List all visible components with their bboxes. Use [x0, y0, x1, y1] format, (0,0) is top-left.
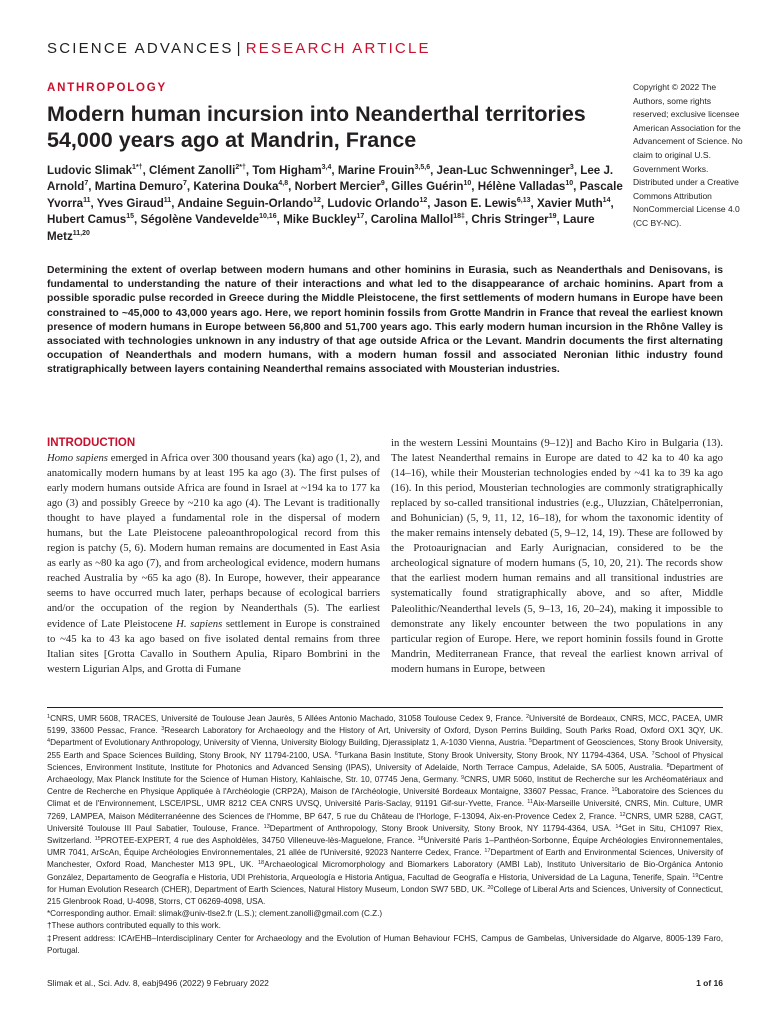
- author-entry: [193, 180, 288, 193]
- author-affiliation-marker: 19: [548, 213, 557, 221]
- author-name: Yves Giraud: [96, 196, 164, 210]
- affiliation-text: Aix-Marseille Université, CNRS, Min. Culture, UMR 7269, LAMPEA, Maison Méditerranéenne des Sciences de l'Homme, BP 647, 5 rue du Château de l'Horloge, F-13094, Aix-en-Provence Cedex 2, France.: [47, 799, 723, 821]
- author-list: Ludovic Slimak$^{1*\dagger}$, Clément Zanolli$^{2*\dagger}$, Tom Higham$^{3,4}$, Marine Frouin$^{3,5,6}$, Jean-Luc Schwenninger$^3$, Lee J. Arnold$^7$, Martina Demuro$^7$, Katerina Douka$^{4,8}$, Norbert Mercier$^9$, Gilles Guérin$^{10}$, Hélène Valladas$^{10}$, Pascale Yvorra$^{11}$, Yves Giraud$^{11}$, Andaine Seguin-Orlando$^{12}$, Ludovic Orlando$^{12}$, Jason E. Lewis$^{6,13}$, Xavier Muth$^{14}$, Hubert Camus$^{15}$, Ségolène Vandevelde$^{10,16}$, Mike Buckley$^{17}$, Carolina Mallol$^{18\ddagger}$, Chris Stringer$^{19}$, Laure Metz$^{11,20}$: [47, 164, 623, 243]
- author-affiliation-marker: 12: [313, 196, 321, 204]
- affiliation-text: School of Physical Sciences, Environment Institute, Institute for Photonics and Advanced Sensing (IPAS), University of Adelaide, North Terrace Campus, Adelaide, SA 5005, Australia.: [47, 750, 724, 772]
- author-affiliation-marker: 3,4: [321, 164, 332, 171]
- affiliation-number: 16: [417, 836, 424, 843]
- author-affiliation-marker: 10,16: [259, 213, 277, 221]
- affiliation-text: Get in Situ, CH1097 Riex, Switzerland.: [47, 823, 723, 846]
- affiliation-text: Centre for Human Evolution Research (CHER), Department of Earth Sciences, Natural History Museum, London SW7 5BD, UK.: [47, 872, 723, 894]
- affiliation-number: 11: [527, 799, 534, 806]
- affiliation-text: Laboratoire des Sciences du Climat et de l'Environnement, LSCE/IPSL, UMR 8212 CEA CNRS UVSQ, Université Paris-Saclay, 91191 Gif-sur-Yvette, France.: [47, 787, 724, 809]
- affiliation-list: [47, 713, 723, 908]
- author-entry: [141, 213, 277, 226]
- author-name: Tom Higham: [252, 164, 322, 177]
- affiliation-number: 3: [161, 726, 165, 733]
- affiliation-text: Department of Evolutionary Anthropology, University of Vienna, University Biology Building, Djerassiplatz 1, A-1030 Vienna, Austria.: [50, 738, 529, 748]
- affiliation-text: Turkana Basin Institute, Stony Brook University, Stony Brook, NY 11794-4364, USA.: [337, 750, 652, 760]
- author-entry: [537, 197, 611, 210]
- affiliation-number: 18: [258, 860, 265, 867]
- author-name: Pascale Yvorra: [47, 180, 623, 210]
- author-name: Xavier Muth: [536, 196, 603, 210]
- affiliation-entry: [335, 751, 652, 760]
- page-number: 1 of 16: [696, 978, 723, 988]
- author-name: Ludovic Orlando: [327, 196, 420, 210]
- species-name: Homo sapiens: [47, 452, 108, 464]
- author-affiliation-marker: 4,8: [278, 180, 289, 188]
- affiliation-text: CNRS, UMR 5288, CAGT, Université Toulouse III Paul Sabatier, Toulouse, France.: [47, 811, 723, 833]
- affiliation-text: Université de Bordeaux, CNRS, MCC, PACEA, UMR 5199, 33600 Pessac, France.: [47, 714, 723, 736]
- body-column-left: [47, 451, 380, 677]
- affiliation-number: 20: [487, 884, 494, 891]
- affiliation-text: PROTEE-EXPERT, 4 rue des Aspholdèles, 34750 Villeneuve-lès-Maguelone, France.: [100, 836, 418, 846]
- abstract: Determining the extent of overlap between modern humans and other hominins in Eurasia, such as Neanderthals and Denisovans, is fundamental to understanding the nature of their interactions and what led to the disappearance of archaic hominins. Apart from a possible sporadic pulse recorded in Greece during the Middle Pleistocene, the first settlements of modern humans in Europe have been constrained to ~45,000 to 43,000 years ago. Here, we report hominin fossils from Grotte Mandrin in France that reveal the earliest known presence of modern humans in Europe between 56,800 and 51,700 years ago. This early modern human incursion in the Rhône Valley is associated with technologies unknown in any industry of that age outside Africa or the Levant. Mandrin documents the first alternating occupation of Neanderthals and modern humans, with a modern human fossil and associated Neronian lithic industry found stratigraphically between layers containing Neanderthal remains associated with Mousterian industries.: [47, 265, 723, 376]
- author-affiliation-marker: 14: [602, 196, 611, 204]
- author-entry: [252, 164, 331, 177]
- journal-name: SCIENCE ADVANCES: [47, 40, 234, 57]
- author-affiliation-marker: 3: [569, 164, 574, 171]
- author-affiliation-marker: 7: [182, 180, 187, 188]
- journal-header: [47, 40, 431, 57]
- affiliation-number: 12: [619, 811, 626, 818]
- present-address-note: ‡Present address: ICArEHB–Interdisciplinary Center for Archaeology and the Evolution of Human Behaviour FCHS, Campus de Gambelas, Universidade do Algarve, 8005-139 Faro, Portugal.: [47, 933, 723, 955]
- author-name: Hélène Valladas: [477, 180, 566, 194]
- author-affiliation-marker: 11: [163, 196, 172, 204]
- author-affiliation-marker: 10: [463, 180, 472, 188]
- author-affiliation-marker: 9: [380, 180, 385, 188]
- author-name: Lee J. Arnold: [47, 164, 614, 194]
- footnote-divider: [47, 707, 723, 708]
- author-affiliation-marker: 11: [83, 196, 91, 204]
- author-entry: [149, 164, 246, 177]
- affiliation-number: 5: [528, 738, 532, 745]
- author-entry: [295, 180, 385, 193]
- affiliation-text: CNRS, UMR 5060, Institut de Recherche sur les Archéomatériaux and Centre de Recherche en Physique Appliquée à l'Archéologie (CRP2A), Maison de l'Archéologie, Université Bordeaux Montaigne, 33607 Pessac, France.: [47, 775, 723, 797]
- author-name: Jean-Luc Schwenninger: [436, 164, 570, 177]
- introduction-heading: INTRODUCTION: [47, 437, 136, 449]
- author-affiliation-marker: 3,5,6: [414, 164, 431, 171]
- affiliation-number: 7: [651, 750, 655, 757]
- author-entry: [47, 213, 134, 226]
- author-name: Ségolène Vandevelde: [140, 213, 260, 227]
- article-title: Modern human incursion into Neanderthal territories 54,000 years ago at Mandrin, France: [47, 102, 586, 152]
- affiliation-text: Department of Geosciences, Stony Brook University, 255 Earth and Space Sciences Building, Stony Brook, NY 11794-2100, USA.: [47, 738, 724, 760]
- author-name: Marine Frouin: [337, 164, 415, 177]
- footer-citation: Slimak et al., Sci. Adv. 8, eabj9496 (2022) 9 February 2022: [47, 978, 269, 988]
- affiliation-text: Department of Anthropology, Stony Brook University, Stony Brook, NY 11794-4364, USA.: [269, 823, 616, 833]
- affiliation-number: 4: [47, 738, 51, 745]
- copyright-notice: Copyright © 2022 The Authors, some rights reserved; exclusive licensee American Association for the Advancement of Science. No claim to original U.S. Government Works. Distributed under a Creative Commons Attribution NonCommercial License 4.0 (CC BY-NC).: [633, 82, 743, 228]
- article-type: RESEARCH ARTICLE: [245, 40, 431, 57]
- affiliation-entry: [264, 824, 616, 833]
- affiliation-text: Université Paris 1–Panthéon-Sorbonne, Équipe Archéologies Environnementales, UMR 7041, ArScAn, Équipe Archéologies Environnementales, 21 allée de l'Université, 92023 Nanterre Cedex, France.: [47, 836, 723, 858]
- affiliation-entry: [47, 738, 529, 747]
- author-entry: [437, 164, 574, 177]
- affiliation-entry: [161, 726, 723, 735]
- body-column-right: in the western Lessini Mountains (9–12)] and Bacho Kiro in Bulgaria (13). The latest Neanderthal remains in Europe are dated to 42 ka to 40 ka ago (14–16), while their Mousterian technologies ended by ~41 ka to 39 ka ago (16). In this period, Mousterian technologies are commonly stratigraphically replaced by so-called transitional industries (e.g., Uluzzian, Châtelperronian, and Bohunician) (5, 9, 11, 12, 16–18), for whom the taxonomic identity of the maker remains intensely debated (5, 9–12, 14, 19). These are followed by the Protoaurignacian and Early Aurignacian, considered to be the archeological signature of modern humans (5, 10, 20, 21). The records show that the earliest modern human remains and all transitional industries are systematically found stratigraphically above, and so after, Middle Paleolithic/Neanderthal levels (5, 9–13, 16, 20–24), making it impossible to demonstrate any likely encounter between the two populations in any particular region of Europe. Here, we report hominin fossils found in Grotte Mandrin, Mediterranean France, that reveal the earliest known arrival of modern humans in Europe, between: [391, 437, 723, 675]
- author-name: Gilles Guérin: [391, 180, 464, 194]
- author-name: Laure Metz: [47, 213, 595, 243]
- affiliation-number: 1: [47, 714, 51, 720]
- affiliation-number: 17: [484, 848, 491, 855]
- equal-contribution-note: †These authors contributed equally to this work.: [47, 921, 221, 931]
- affiliation-number: 10: [611, 787, 618, 794]
- author-entry: [391, 180, 471, 193]
- author-name: Norbert Mercier: [294, 180, 381, 194]
- author-entry: [95, 180, 187, 193]
- author-entry: [327, 197, 427, 210]
- affiliations-block: [47, 713, 723, 957]
- author-name: Katerina Douka: [193, 180, 279, 194]
- author-entry: [371, 213, 465, 226]
- author-affiliation-marker: 17: [356, 213, 365, 221]
- author-entry: [478, 180, 573, 193]
- affiliation-number: 6: [334, 750, 338, 757]
- section-label: ANTHROPOLOGY: [47, 82, 167, 94]
- affiliation-number: 14: [615, 823, 622, 830]
- author-affiliation-marker: 10: [565, 180, 574, 188]
- author-affiliation-marker: 2*†: [235, 164, 246, 171]
- affiliation-text: Department of Archaeology, Max Planck Institute for the Science of Human History, Kahlaische, Str. 10, 07745 Jena, Germany.: [47, 762, 723, 785]
- affiliation-number: 13: [263, 823, 270, 830]
- header-separator: |: [236, 40, 243, 57]
- author-name: Clément Zanolli: [149, 164, 236, 177]
- author-affiliation-marker: 1*†: [132, 164, 143, 171]
- affiliation-text: CNRS, UMR 5608, TRACES, Université de Toulouse Jean Jaurès, 5 Allées Antonio Machado, 31058 Toulouse Cedex 9, France.: [50, 714, 526, 723]
- author-affiliation-marker: 18‡: [453, 213, 465, 221]
- author-name: Mike Buckley: [283, 213, 357, 227]
- affiliation-text: Research Laboratory for Archaeology and the History of Art, University of Oxford, Dyson Perrins Building, South Parks Road, Oxford OX1 3QY, UK.: [164, 726, 723, 736]
- author-entry: [97, 197, 171, 210]
- author-name: Carolina Mallol: [370, 213, 454, 227]
- intro-paragraph-part2: settlement in Europe is constrained to ~45 ka to 43 ka ago based on five isolated dental remains from three Italian sites [Grotta Cavallo in Southern Apulia, Riparo Bombrini in the western Ligurian Alps, and Grotta di Fumane: [47, 617, 380, 675]
- author-name: Jason E. Lewis: [433, 196, 517, 210]
- author-affiliation-marker: 7: [84, 180, 89, 188]
- author-name: Chris Stringer: [471, 213, 549, 227]
- affiliation-number: 9: [461, 775, 465, 782]
- intro-paragraph-part1: emerged in Africa over 300 thousand years (ka) ago (1, 2), and anatomically modern humans by at least 195 ka ago (3). The first pulses of early modern humans outside Africa are found in Israel at ~194 ka to 177 ka ago (3) and possibly Greece by ~210 ka ago (4). The Levant is traditionally thought to have played a fundamental role in the dispersal of modern humans, but the Late Pleistocene paleoanthropological record from this region is patchy (5, 6). Modern human remains are documented in East Asia as early as ~80 ka ago (7), and from archeological evidence, modern humans reached Australia by ~65 ka ago (8). In Europe, however, their appearance seems to have occurred much later, perhaps because of ecological barriers and/or the occupation of the region by Neanderthals (5). The earliest evidence of Late Pleistocene: [47, 452, 381, 630]
- author-name: Ludovic Slimak: [47, 164, 133, 177]
- author-entry: [177, 197, 321, 210]
- author-entry: [47, 164, 143, 177]
- species-abbrev: H. sapiens: [176, 617, 223, 630]
- affiliation-text: College of Liberal Arts and Sciences, University of Connecticut, 215 Glenbrook Road, U-4098, Storrs, CT 06269-4098, USA.: [47, 884, 723, 907]
- author-name: Martina Demuro: [94, 180, 183, 194]
- author-affiliation-marker: 12: [419, 196, 428, 204]
- author-entry: [338, 164, 430, 177]
- author-name: Hubert Camus: [47, 213, 127, 227]
- author-affiliation-marker: 6,13: [516, 196, 531, 204]
- author-name: Andaine Seguin-Orlando: [177, 196, 314, 210]
- author-entry: [283, 213, 364, 226]
- author-entry: [434, 197, 531, 210]
- affiliation-number: 19: [692, 872, 699, 879]
- affiliation-text: Department of Earth and Environmental Sciences, University of Manchester, Oxford Road, Manchester M13 9PL, UK.: [47, 848, 723, 870]
- affiliation-text: Archaeological Micromorphology and Biomarkers Laboratory (AMBI Lab), Instituto Universitario de Bio-Orgánica Antonio González, Departamento de Geografía e Historia, UDI Prehistoria, Arqueología e Historia Antigua, Facultad de Geografía e Historia, Universidad de La Laguna, Tenerife, Spain.: [47, 860, 723, 882]
- affiliation-number: 15: [94, 836, 101, 843]
- affiliation-entry: [95, 836, 418, 845]
- affiliation-entry: [47, 714, 526, 723]
- page-footer: [47, 978, 723, 992]
- affiliation-number: 8: [666, 762, 670, 769]
- author-affiliation-marker: 15: [126, 213, 135, 221]
- author-affiliation-marker: 11,20: [72, 229, 90, 237]
- corresponding-author-note: *Corresponding author. Email: slimak@univ-tlse2.fr (L.S.); clement.zanolli@gmail.com (C.Z.): [47, 909, 383, 919]
- affiliation-number: 2: [525, 714, 530, 720]
- author-entry: [471, 213, 556, 226]
